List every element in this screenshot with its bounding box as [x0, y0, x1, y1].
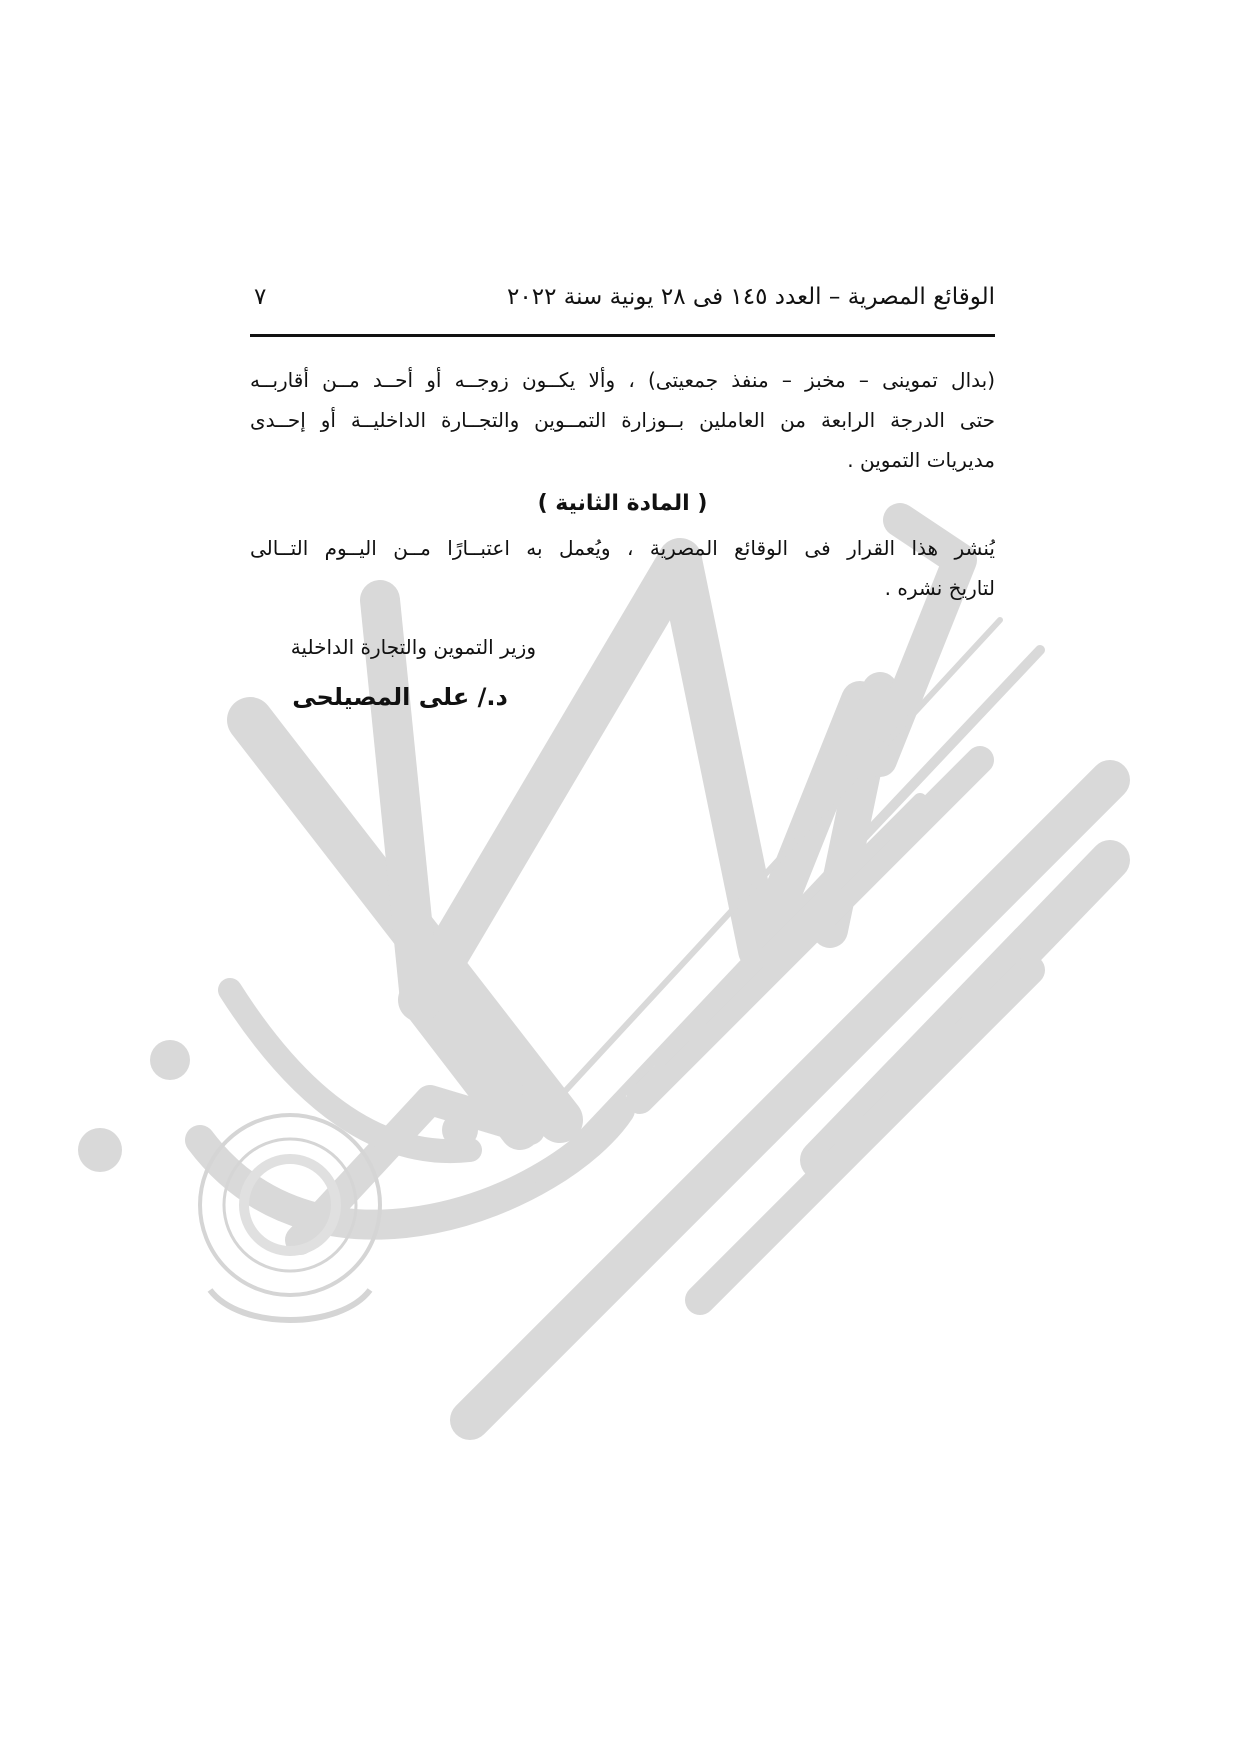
signatory-name: د./ على المصيلحى [292, 683, 508, 711]
watermark-dot [78, 1128, 122, 1172]
watermark-stroke [520, 620, 1000, 1140]
document-body [250, 360, 995, 608]
watermark-dot [522, 1072, 558, 1108]
watermark-dot [846, 746, 874, 774]
watermark-stroke [660, 800, 920, 1060]
watermark-stroke [820, 860, 1110, 1160]
watermark-stroke [640, 760, 980, 1100]
page-header [250, 284, 995, 324]
watermark-dot [442, 1112, 478, 1148]
watermark-stroke [830, 690, 880, 930]
watermark-stroke [470, 780, 1110, 1420]
watermark-stroke [700, 970, 1030, 1300]
watermark-stroke [250, 720, 560, 1120]
watermark-stroke [420, 560, 760, 1000]
watermark-seal [200, 1115, 380, 1320]
watermark-stroke [540, 650, 1040, 1180]
paragraph-line: لتاريخ نشره . [884, 576, 995, 600]
watermark-dot [150, 1040, 190, 1080]
watermark-stroke [300, 1100, 530, 1240]
header-divider [250, 334, 995, 337]
paragraph-line: مديريات التموين . [847, 448, 995, 472]
header-title: الوقائع المصرية – العدد ١٤٥ فى ٢٨ يونية سنة ٢٠٢٢ [507, 284, 995, 310]
page-number: ٧ [254, 284, 267, 310]
watermark-stroke [200, 1110, 620, 1225]
signature-block [250, 630, 550, 714]
paragraph-line: حتى الدرجة الرابعة من العاملين بــوزارة التمــوين والتجــارة الداخليــة أو إحــدى [250, 408, 995, 432]
signatory-title: وزير التموين والتجارة الداخلية [290, 635, 536, 659]
article-heading: ( المادة الثانية ) [537, 491, 708, 516]
watermark-stroke [230, 990, 470, 1151]
paragraph-line: يُنشر هذا القرار فى الوقائع المصرية ، ويُعمل به اعتبــارًا مــن اليــوم التــالى [250, 536, 995, 560]
watermark-stroke [760, 700, 860, 950]
paragraph-line: (بدال تموينى – مخبز – منفذ جمعيتى) ، وألا يكــون زوجــه أو أحــد مــن أقاربــه [250, 368, 995, 392]
